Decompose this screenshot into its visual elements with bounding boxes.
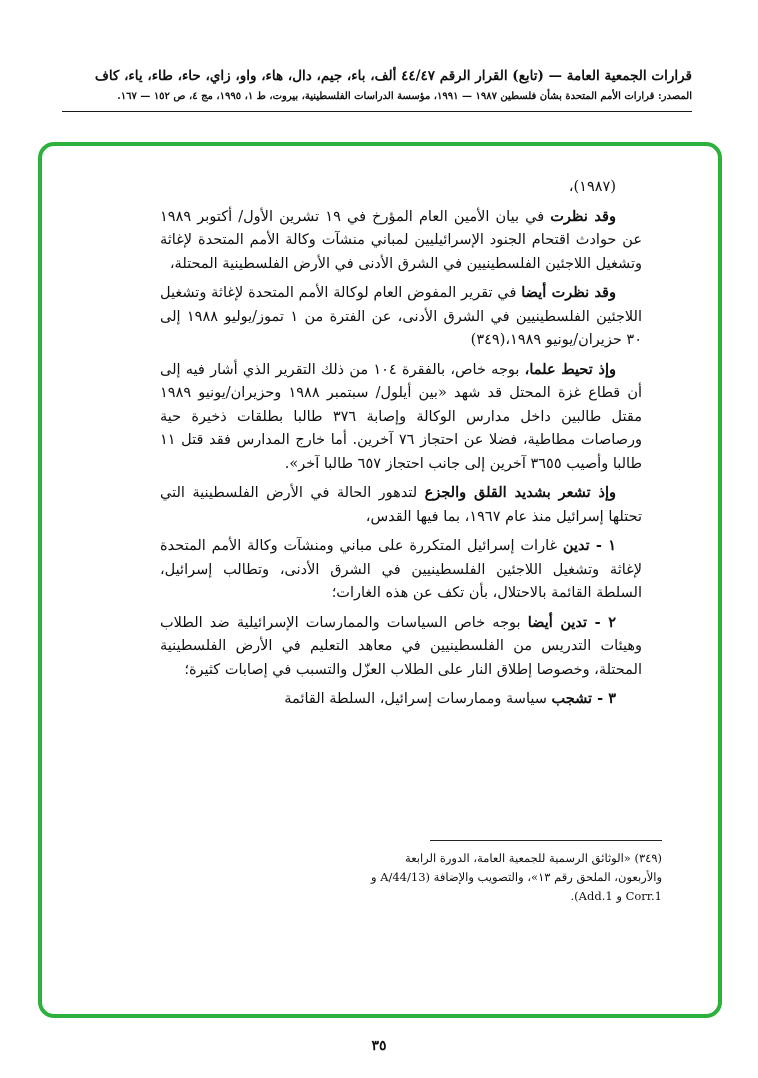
footnote-divider	[430, 840, 662, 841]
paragraph-numbered-1	[160, 534, 642, 606]
page-title: قرارات الجمعية العامة — (تابع) القرار الرقم ٤٤/٤٧ ألف، باء، جيم، دال، هاء، واو، زاي، حاء، طاء، ياء، كاف	[94, 68, 692, 84]
paragraph-lead: وإذ تحيط علما،	[524, 360, 616, 378]
paragraph	[160, 358, 642, 477]
paragraph-numbered-3	[160, 687, 642, 712]
paragraph-lead: وقد نظرت	[550, 207, 616, 225]
footnote-area	[362, 840, 662, 906]
content-frame	[38, 142, 722, 1018]
paragraph-lead: ١ - تدين	[562, 537, 616, 554]
paragraph-lead: وإذ تشعر بشديد القلق والجزع	[424, 484, 617, 501]
page-number: ٣٥	[371, 1038, 387, 1054]
paragraph-lead: ٢ - تدين أيضا	[527, 613, 616, 631]
carryover-line: (١٩٨٧)،	[568, 179, 616, 195]
paragraph	[160, 481, 642, 529]
paragraph-text: في تقرير المفوض العام لوكالة الأمم المتحدة لإغاثة وتشغيل اللاجئين الفلسطينيين في الشرق الأدنى، عن الفترة من ١ تموز/يوليو ١٩٨٨ إلى ٣٠ حزيران/يونيو ١٩٨٩،(٣٤٩)	[160, 285, 643, 348]
resolution-text-block	[160, 176, 642, 717]
paragraph-text: غارات إسرائيل المتكررة على مباني ومنشآت وكالة الأمم المتحدة لإغاثة وتشغيل اللاجئين الفلسطينيين في الشرق الأدنى، وتطالب إسرائيل، السلطة القائمة بالاحتلال، بأن تكف عن هذه الغارات؛	[160, 538, 642, 601]
paragraph-lead: ٣ - تشجب	[551, 690, 616, 707]
document-header	[62, 68, 692, 112]
header-divider	[62, 111, 692, 112]
paragraph-text: بوجه خاص، بالفقرة ١٠٤ من ذلك التقرير الذي أشار فيه إلى أن قطاع غزة المحتل قد شهد «بين أيلول/ سبتمبر ١٩٨٨ وحزيران/يونيو ١٩٨٩ مقتل طالبين داخل مدارس الوكالة وإصابة ٣٧٦ طالبا بطلقات ذخيرة حية ورصاصات مطاطية، فضلا عن احتجاز ٧٦ آخرين. أما خارج المدارس فقد قتل ١١ طالبا وأصيب ٣٦٥٥ آخرين إلى جانب احتجاز ٦٥٧ طالبا آخر».	[160, 361, 642, 472]
paragraph	[160, 281, 642, 353]
paragraph-text: سياسة وممارسات إسرائيل، السلطة القائمة	[284, 691, 552, 707]
paragraph-lead: وقد نظرت أيضا	[521, 284, 616, 301]
paragraph-text: في بيان الأمين العام المؤرخ في ١٩ تشرين الأول/ أكتوبر ١٩٨٩ عن حوادث اقتحام الجنود الإسرائيليين لمباني منشآت وكالة الأمم المتحدة لإغاثة وتشغيل اللاجئين الفلسطينيين في الشرق الأدنى في الأرض الفلسطينية المحتلة،	[160, 208, 642, 272]
paragraph	[160, 205, 642, 277]
paragraph-numbered-2	[160, 611, 642, 683]
source-line: المصدر: قرارات الأمم المتحدة بشأن فلسطين ١٩٨٧ — ١٩٩١، مؤسسة الدراسات الفلسطينية، بيروت، ط ١، ١٩٩٥، مج ٤، ص ١٥٢ — ١٦٧.	[117, 91, 692, 102]
paragraph-text: لتدهور الحالة في الأرض الفلسطينية التي تحتلها إسرائيل منذ عام ١٩٦٧، بما فيها القدس،	[160, 485, 642, 525]
footnote: (٣٤٩) «الوثائق الرسمية للجمعية العامة، الدورة الرابعة والأربعون، الملحق رقم ١٣»، والتصويب والإضافة (A/44/13 و Corr.1 و Add.1).	[370, 851, 662, 903]
paragraph-text: بوجه خاص السياسات والممارسات الإسرائيلية ضد الطلاب وهيئات التدريس من الفلسطينيين في معاهد التعليم في الأرض الفلسطينية المحتلة، وخصوصا إطلاق النار على الطلاب العزّل والتسبب في إصابات كثيرة؛	[160, 614, 642, 678]
